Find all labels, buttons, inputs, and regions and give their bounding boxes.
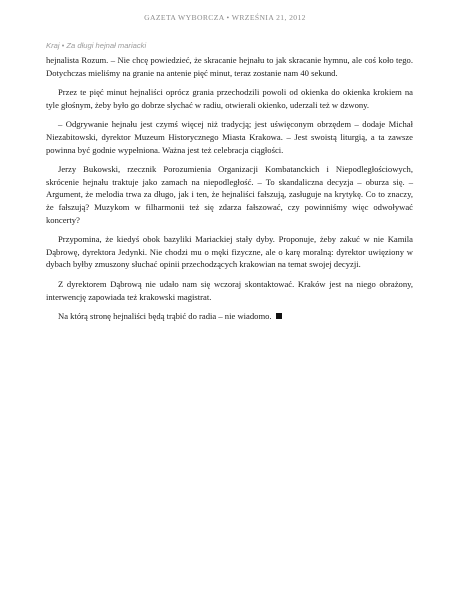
end-of-article-square-icon [276,313,282,319]
paragraph-7 [46,310,413,323]
paragraph-1: hejnalista Rozum. – Nie chcę powiedzieć, że skracanie hejnału to jak skracanie hymnu, ale coś koło tego. Dotychczas mieliśmy na granie na antenie pięć minut, teraz zostanie nam 40 sekund. [46,55,413,78]
article-body [46,54,413,330]
paragraph-3: – Odgrywanie hejnału jest czymś więcej niż tradycją; jest uświęconym obrzędem – dodaje Michał Niezabitowski, dyrektor Muzeum Historycznego Miasta Krakowa. – Jest swoistą liturgią, a ta zawsze powinna być godnie wypełniona. Ważna jest też celebracja ciągłości. [46,119,413,155]
running-header: GAZETA WYBORCZA • WRZEŚNIA 21, 2012 [144,13,306,22]
paragraph-7-text: Na którą stronę hejnaliści będą trąbić do radia – nie wiadomo. [58,311,272,322]
section-breadcrumb: Kraj • Za długi hejnał mariacki [46,41,147,50]
paragraph-4: Jerzy Bukowski, rzecznik Porozumienia Organizacji Kombatanckich i Niepodległościowych, skrócenie hejnału traktuje jako zamach na niepodległość. – To skandaliczna decyzja – oburza się. – Argument, że melodia trwa za długo, jak i ten, że hejnaliści fałszują, zasługuje na krytykę. Co to znaczy, że fałszują? Muzykom w filharmonii też się zdarza fałszować, czy powinniśmy więc odwoływać koncerty? [46,164,413,225]
paragraph-5: Przypomina, że kiedyś obok bazyliki Mariackiej stały dyby. Proponuje, żeby zakuć w nie Kamila Dąbrowę, dyrektora Jedynki. Nie chodzi mu o męki fizyczne, ale o karę moralną: dyrektor uwięziony w dybach byłby zmuszony słuchać opinii przechodzących krakowian na temat swojej decyzji. [46,234,413,270]
paragraph-2: Przez te pięć minut hejnaliści oprócz grania przechodzili powoli od okienka do okienka krokiem na tyle głośnym, żeby było go dobrze słychać w radiu, otwierali okienko, uderzali też w dzwony. [46,87,413,110]
paragraph-6: Z dyrektorem Dąbrową nie udało nam się wczoraj skontaktować. Kraków jest na niego obrażony, interwencję zapowiada też krakowski magistrat. [46,278,413,302]
